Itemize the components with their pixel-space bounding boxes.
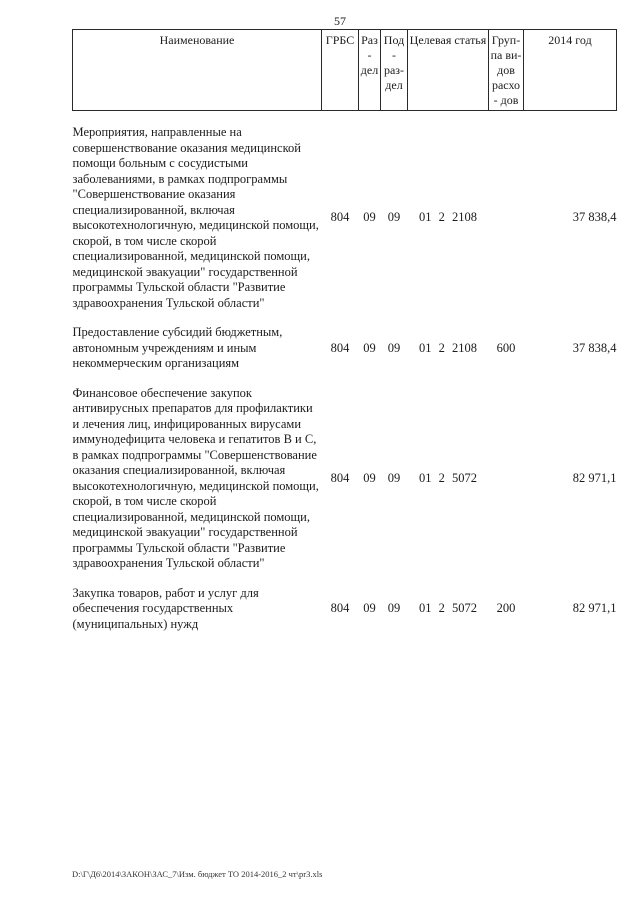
row-name: Финансовое обеспечение закупок антивирусных препаратов для профилактики и лечения лиц, инфицированных вирусами иммунодефицита человека и гепатитов В и С, в рамках подпрограммы "Совершенствование оказания специализированной, включая высокотехнологичную, медицинской помощи, скорой, в том числе скорой специализированной, медицинской помощи, медицинской эвакуации" государственной программы Тульской области "Развитие здравоохранения Тульской области" (72, 385, 319, 570)
header-razdel: Раз- дел (359, 30, 381, 111)
header-grbs: ГРБС (322, 30, 359, 111)
footer-file-path: D:\Г\Д6\2014\ЗАКОН\ЗАС_7\Изм. бюджет ТО 2014-2016_2 чт\pr3.xls (72, 869, 323, 879)
row-amount: 37 838,4 (572, 340, 617, 355)
header-group: Груп- па ви- дов расхо- дов (489, 30, 524, 111)
row-target: 01 2 5072 (419, 601, 477, 615)
row-target: 01 2 5072 (419, 470, 477, 485)
header-year: 2014 год (524, 30, 617, 111)
row-group: 600 (496, 340, 516, 355)
row-amount: 82 971,1 (572, 470, 617, 485)
row-amount: 37 838,4 (572, 210, 617, 225)
table-row (73, 386, 617, 572)
header-name: Наименование (73, 30, 322, 111)
header-target: Целевая статья (408, 30, 489, 111)
row-group: 200 (496, 601, 516, 615)
row-razdel: 09 (363, 210, 376, 225)
row-grbs: 804 (330, 470, 350, 485)
row-name: Мероприятия, направленные на совершенствование оказания медицинской помощи больным с сосудистыми заболеваниями, в рамках подпрограммы "Совершенствование оказания специализированной, включая высокотехнологичную, медицинской помощи, скорой, в том числе скорой специализированной, медицинской помощи, медицинской эвакуации" государственной программы Тульской области "Развитие здравоохранения Тульской области" (72, 125, 319, 310)
row-grbs: 804 (330, 340, 350, 355)
table-header (73, 30, 617, 111)
table-body (73, 111, 617, 633)
row-razdel: 09 (363, 470, 376, 485)
row-group (489, 386, 524, 572)
table-row (73, 125, 617, 311)
row-grbs: 804 (330, 210, 350, 225)
budget-table-container (72, 29, 616, 632)
table-row (73, 586, 617, 633)
page-number: 57 (334, 14, 346, 28)
row-target: 01 2 2108 (419, 340, 477, 355)
row-target: 01 2 2108 (419, 210, 477, 225)
row-podrazdel: 09 (387, 470, 401, 485)
row-podrazdel: 09 (387, 601, 401, 615)
row-grbs: 804 (330, 601, 350, 615)
row-name: Предоставление субсидий бюджетным, автономным учреждениям и иным некоммерческим организациям (72, 325, 283, 370)
row-podrazdel: 09 (387, 210, 401, 225)
row-group (489, 125, 524, 311)
table-row (73, 325, 617, 372)
header-podrazdel: Под- раз- дел (381, 30, 408, 111)
row-name: Закупка товаров, работ и услуг для обеспечения государственных (муниципальных) нужд (72, 585, 259, 631)
row-razdel: 09 (363, 340, 376, 355)
row-podrazdel: 09 (387, 340, 401, 355)
budget-table (72, 29, 617, 632)
row-razdel: 09 (363, 601, 376, 615)
row-amount: 82 971,1 (572, 601, 617, 615)
